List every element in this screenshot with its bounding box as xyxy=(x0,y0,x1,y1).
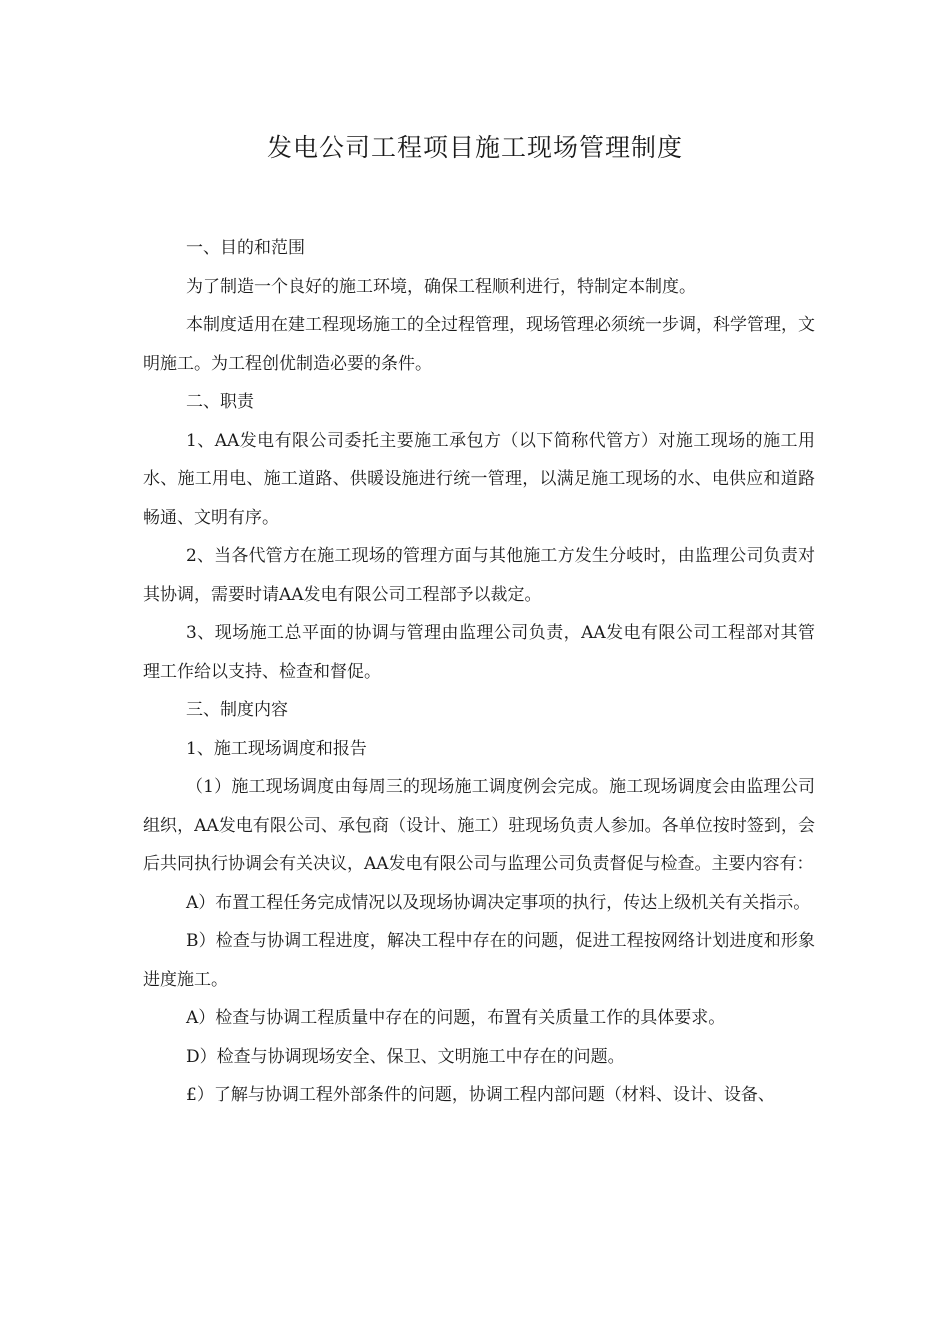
section-heading-responsibilities: 二、职责 xyxy=(186,392,254,412)
paragraph-responsibility-2: 2、当各代管方在施工现场的管理方面与其他施工方发生分岐时，由监理公司负责对其协调，需要时请AA发电有限公司工程部予以裁定。 xyxy=(143,546,815,605)
subsection-heading-dispatch: 1、施工现场调度和报告 xyxy=(186,738,367,759)
section-heading-content: 三、制度内容 xyxy=(186,700,288,720)
list-item-d: D）检查与协调现场安全、保卫、文明施工中存在的问题。 xyxy=(186,1046,625,1067)
paragraph-purpose: 为了制造一个良好的施工环境，确保工程顺利进行，特制定本制度。 xyxy=(186,276,696,297)
list-item-c: A）检查与协调工程质量中存在的问题，布置有关质量工作的具体要求。 xyxy=(186,1008,726,1028)
document-body xyxy=(143,229,815,1115)
document-title: 发电公司工程项目施工现场管理制度 xyxy=(266,133,683,162)
list-item-e: £）了解与协调工程外部条件的问题，协调工程内部问题（材料、设计、设备、 xyxy=(186,1085,775,1105)
list-item-b: B）检查与协调工程进度，解决工程中存在的问题，促进工程按网络计划进度和形象进度施工。 xyxy=(143,931,815,990)
section-heading-purpose: 一、目的和范围 xyxy=(186,238,305,258)
list-item-a: A）布置工程任务完成情况以及现场协调决定事项的执行，传达上级机关有关指示。 xyxy=(186,892,811,913)
paragraph-scope: 本制度适用在建工程现场施工的全过程管理，现场管理必须统一步调，科学管理，文明施工。为工程创优制造必要的条件。 xyxy=(143,315,815,374)
paragraph-responsibility-1: 1、AA发电有限公司委托主要施工承包方（以下简称代管方）对施工现场的施工用水、施工用电、施工道路、供暖设施进行统一管理，以满足施工现场的水、电供应和道路畅通、文明有序。 xyxy=(143,430,815,528)
paragraph-dispatch-1: （1）施工现场调度由每周三的现场施工调度例会完成。施工现场调度会由监理公司组织，AA发电有限公司、承包商（设计、施工）驻现场负责人参加。各单位按时签到，会后共同执行协调会有关决议，AA发电有限公司与监理公司负责督促与检查。主要内容有： xyxy=(143,777,815,874)
paragraph-responsibility-3: 3、现场施工总平面的协调与管理由监理公司负责，AA发电有限公司工程部对其管理工作给以支持、检查和督促。 xyxy=(143,623,815,682)
